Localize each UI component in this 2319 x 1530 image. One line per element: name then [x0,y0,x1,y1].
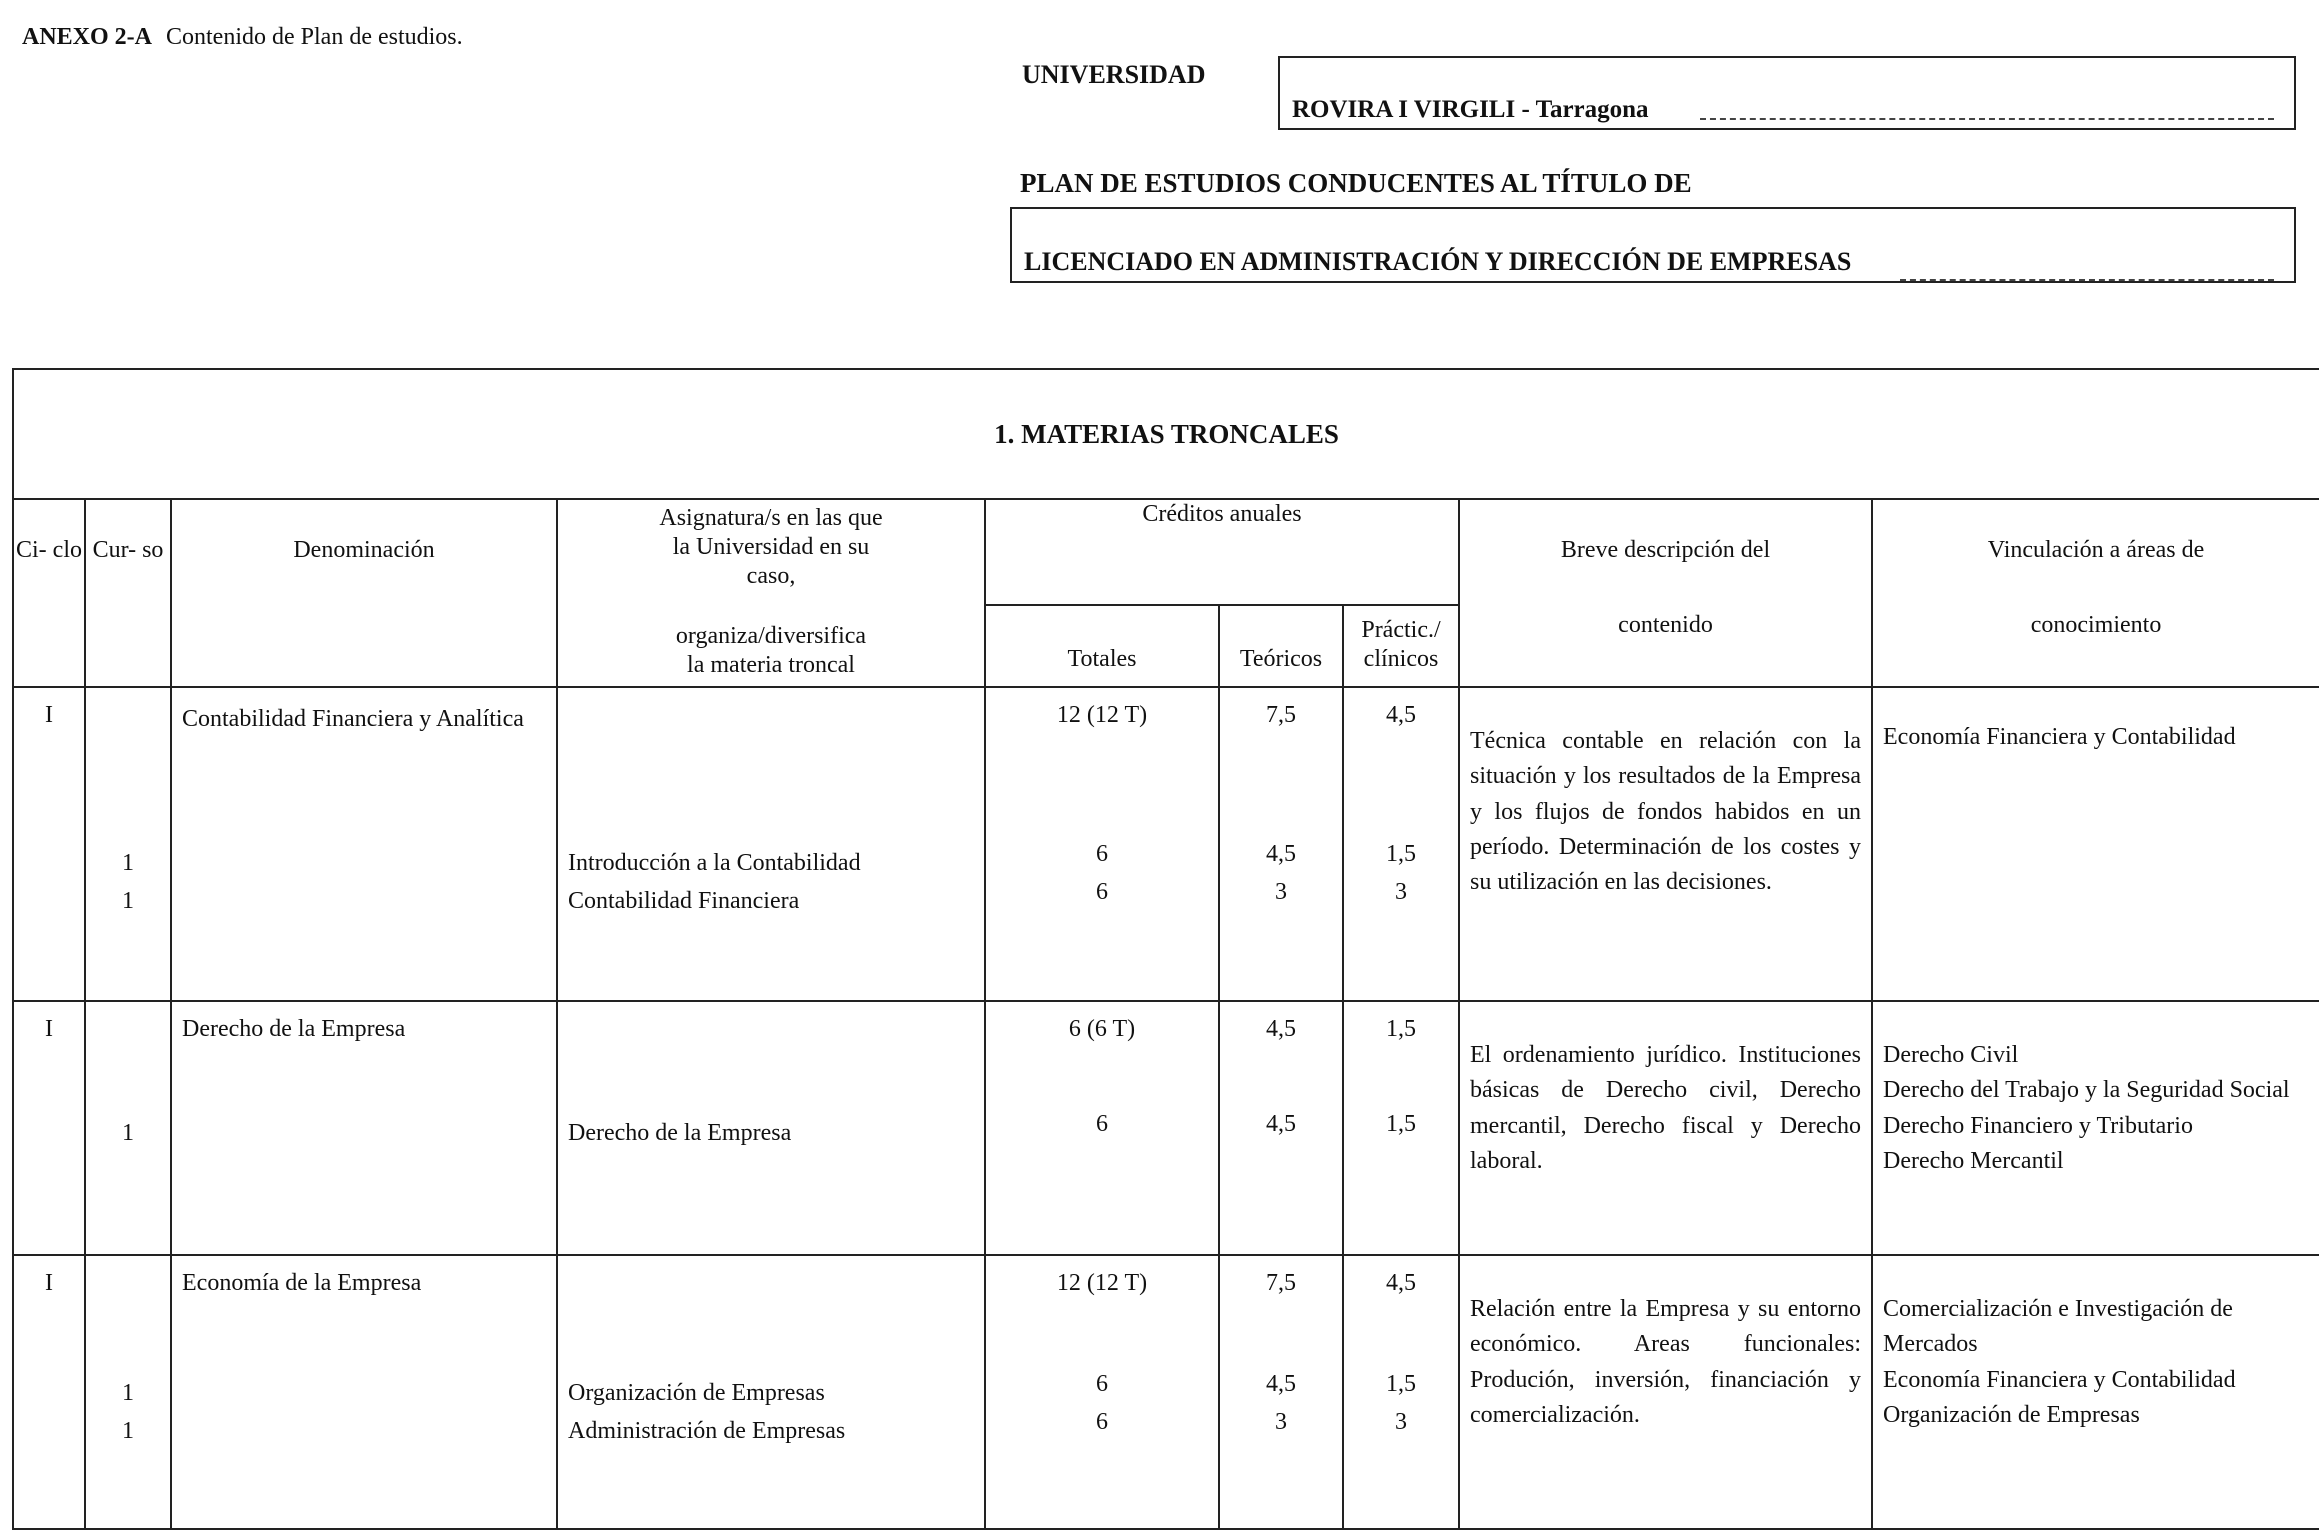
vinculacion-area: Derecho del Trabajo y la Seguridad Social [1883,1077,2290,1104]
practicos-cell [1343,1255,1459,1529]
header-descripcion [1459,499,1872,687]
asignatura-name: Administración de Empresas [568,1418,846,1445]
practicos-value: 1,5 [1386,1371,1416,1397]
curso-value: 1 [122,1380,134,1406]
asignatura-name: Introducción a la Contabilidad [568,850,861,876]
header-asignaturas-top: Asignatura/s en las que la Universidad en su caso, [659,505,883,589]
vinculacion-area: Comercialización e Investigación de Mercados [1883,1296,2233,1358]
ciclo-cell: I [13,1255,85,1529]
curso-value: 1 [122,1120,134,1146]
asignatura-name: Organización de Empresas [568,1380,825,1406]
university-dash-line [1700,118,2274,120]
totales-value: 12 (12 T) [1056,702,1148,728]
totales-cell [985,1255,1219,1529]
university-name: ROVIRA I VIRGILI - Tarragona [1292,96,1649,123]
practicos-value: 1,5 [1386,1111,1416,1137]
vinculacion-area: Organización de Empresas [1883,1401,2140,1428]
annex-text: Contenido de Plan de estudios. [166,24,463,50]
practicos-value: 4,5 [1386,1270,1416,1296]
teoricos-value: 4,5 [1266,1016,1296,1042]
ciclo-cell: I [13,1001,85,1255]
header-ciclo: Ci- clo [13,499,85,687]
header-totales: Totales [985,605,1219,687]
denominacion-cell: Economía de la Empresa [171,1255,557,1529]
totales-value: 6 [1096,1371,1108,1397]
ciclo-cell: I [13,687,85,1001]
totales-cell [985,1001,1219,1255]
asignatura-name: Derecho de la Empresa [568,1120,792,1146]
denominacion-cell: Contabilidad Financiera y Analítica [171,687,557,1001]
header-vinculacion [1872,499,2319,687]
teoricos-cell [1219,1001,1343,1255]
university-box [1278,56,2296,130]
teoricos-value: 3 [1275,1409,1287,1436]
totales-value: 6 [1096,1111,1108,1137]
vinculacion-cell [1872,1001,2319,1255]
teoricos-value: 7,5 [1266,1270,1296,1296]
teoricos-value: 4,5 [1266,841,1296,867]
university-label: UNIVERSIDAD [1022,60,1206,89]
degree-title-dash-line [1900,279,2274,281]
practicos-value: 4,5 [1386,702,1416,728]
teoricos-cell [1219,687,1343,1001]
denominacion-cell: Derecho de la Empresa [171,1001,557,1255]
vinculacion-cell [1872,687,2319,1001]
plan-label: PLAN DE ESTUDIOS CONDUCENTES AL TÍTULO DE [1020,168,1692,198]
materias-troncales-table [12,368,2319,1530]
totales-value: 6 [1096,1409,1108,1436]
table-row [13,1001,2319,1255]
curso-value: 1 [122,1418,134,1445]
teoricos-value: 4,5 [1266,1371,1296,1397]
vinculacion-area: Derecho Financiero y Tributario [1883,1112,2193,1139]
asignatura-name: Contabilidad Financiera [568,888,800,915]
vinculacion-area: Economía Financiera y Contabilidad [1883,1366,2236,1393]
practicos-cell [1343,687,1459,1001]
vinculacion-area: Economía Financiera y Contabilidad [1883,724,2236,750]
vinculacion-area: Derecho Mercantil [1883,1147,2064,1174]
practicos-value: 1,5 [1386,841,1416,867]
descripcion-cell: El ordenamiento jurídico. Instituciones básicas de Derecho civil, Derecho mercantil, Derecho fiscal y Derecho laboral. [1459,1001,1872,1255]
header-denominacion: Denominación [171,499,557,687]
header-descripcion-top: Breve descripción del [1560,537,1771,563]
header-asignaturas [557,499,985,687]
annex-heading [22,24,463,51]
teoricos-value: 4,5 [1266,1111,1296,1137]
teoricos-value: 3 [1275,879,1287,906]
practicos-value: 1,5 [1386,1016,1416,1042]
table-row [13,1255,2319,1529]
teoricos-value: 7,5 [1266,702,1296,728]
asignaturas-cell [557,1001,985,1255]
totales-cell [985,687,1219,1001]
header-teoricos: Teóricos [1219,605,1343,687]
header-descripcion-bottom: contenido [1618,611,1713,638]
header-curso: Cur- so [85,499,171,687]
section-title: 1. MATERIAS TRONCALES [994,418,1339,449]
curso-value: 1 [122,888,134,915]
curso-cell [85,1255,171,1529]
degree-title: LICENCIADO EN ADMINISTRACIÓN Y DIRECCIÓN DE EMPRESAS [1024,247,1852,276]
asignaturas-cell [557,1255,985,1529]
practicos-value: 3 [1395,1409,1407,1436]
totales-value: 6 (6 T) [1068,1016,1136,1042]
teoricos-cell [1219,1255,1343,1529]
practicos-value: 3 [1395,879,1407,906]
annex-label: ANEXO 2-A [22,24,152,50]
descripcion-cell: Técnica contable en relación con la situación y los resultados de la Empresa y los flujos de fondos habidos en un período. Determinación de los costes y su utilización en las decisiones. [1459,687,1872,1001]
totales-value: 6 [1096,879,1108,906]
curso-cell [85,687,171,1001]
vinculacion-cell [1872,1255,2319,1529]
asignaturas-cell [557,687,985,1001]
totales-value: 12 (12 T) [1056,1270,1148,1296]
descripcion-cell: Relación entre la Empresa y su entorno económico. Areas funcionales: Produción, inversión, financiación y comercialización. [1459,1255,1872,1529]
practicos-cell [1343,1001,1459,1255]
section-title-cell [13,369,2319,499]
degree-title-box [1010,207,2296,283]
header-creditos: Créditos anuales [985,499,1459,605]
curso-value: 1 [122,850,134,876]
table-row [13,687,2319,1001]
header-vinculacion-bottom: conocimiento [2030,611,2162,638]
totales-value: 6 [1096,841,1108,867]
curso-cell [85,1001,171,1255]
header-asignaturas-bottom: organiza/diversifica la materia troncal [675,623,867,679]
header-vinculacion-top: Vinculación a áreas de [1987,537,2205,563]
header-practicos: Práctic./ clínicos [1343,605,1459,687]
vinculacion-area: Derecho Civil [1883,1042,2019,1068]
